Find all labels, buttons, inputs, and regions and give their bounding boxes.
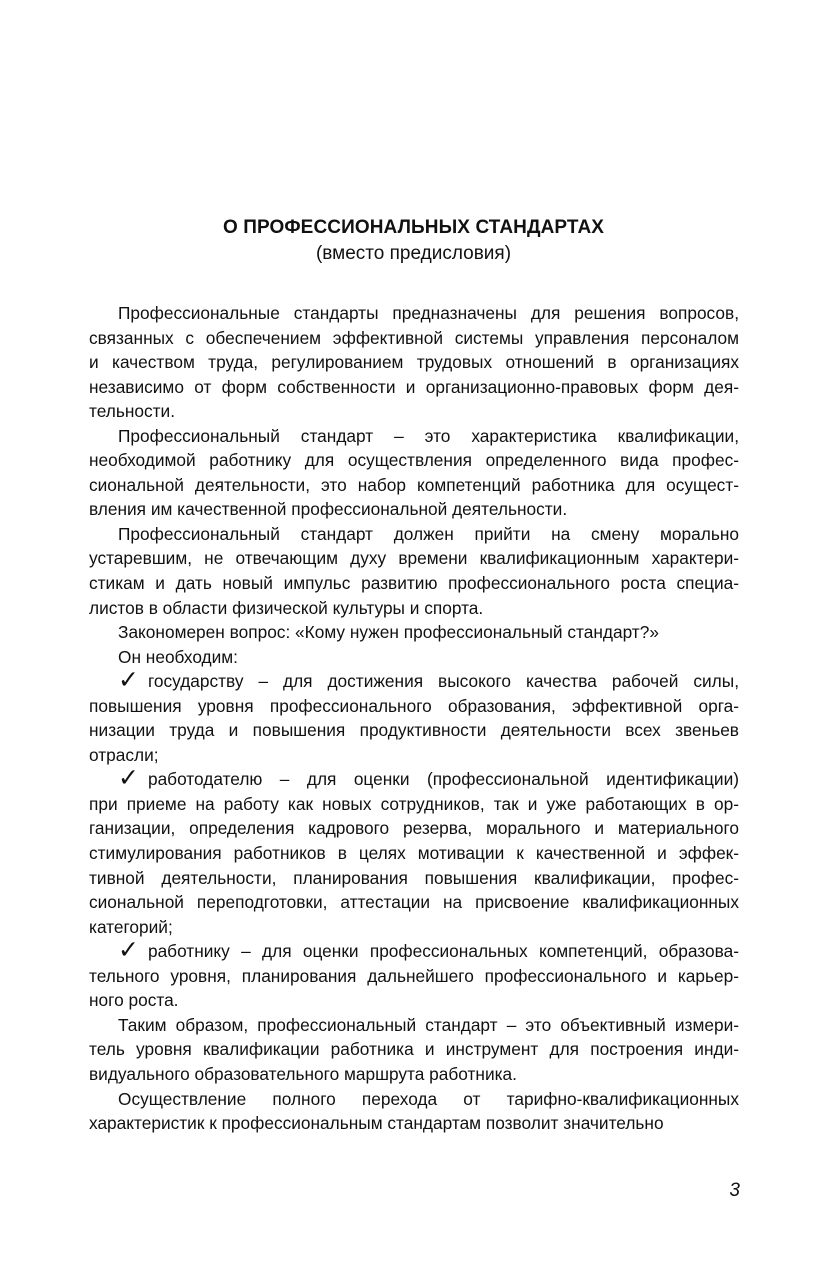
- text-line: видуального образовательного маршрута работника.: [89, 1063, 517, 1084]
- text-line: ганизации, определения кадрового резерва, морального и материального: [89, 818, 739, 839]
- text-line: тель уровня квалификации работника и инструмент для построения инди-: [89, 1039, 739, 1060]
- check-mark-icon: ✓: [118, 763, 139, 793]
- text-line: стикам и дать новый импульс развитию профессионального роста специа-: [89, 573, 739, 594]
- text-line: тельности.: [89, 401, 176, 422]
- checklist-item: [89, 665, 739, 767]
- text-line-content: государству – для достижения высокого качества рабочей силы,: [147, 671, 739, 692]
- paragraph: [89, 424, 739, 522]
- checklist-item: [89, 935, 739, 1013]
- text-line: характеристик к профессиональным стандартам позволит значительно: [89, 1113, 664, 1134]
- text-line: независимо от форм собственности и организационно-правовых форм дея-: [89, 376, 739, 397]
- paragraph: [89, 301, 739, 424]
- text-line: категорий;: [89, 916, 173, 937]
- paragraph: [89, 1087, 739, 1136]
- text-line: повышения уровня профессионального образования, эффективной орга-: [89, 695, 739, 716]
- text-line: связанных с обеспечением эффективной системы управления персоналом: [89, 327, 739, 348]
- text-line: при приеме на работу как новых сотрудников, так и уже работающих в ор-: [89, 793, 739, 814]
- text-line: устаревшим, не отвечающим духу времени квалификационным характери-: [89, 548, 739, 569]
- text-line: Осуществление полного перехода от тарифно-квалификационных: [118, 1088, 739, 1109]
- text-line: [89, 935, 739, 965]
- chapter-title: О ПРОФЕССИОНАЛЬНЫХ СТАНДАРТАХ: [222, 217, 605, 238]
- text-line: Он необходим:: [118, 646, 238, 667]
- text-line: Профессиональный стандарт должен прийти на смену морально: [118, 523, 739, 544]
- checklist-item: [89, 763, 739, 939]
- text-line: отрасли;: [89, 744, 159, 765]
- paragraph: [89, 645, 739, 670]
- paragraph: [89, 620, 739, 645]
- check-mark-icon: ✓: [118, 665, 139, 695]
- text-line: стимулирования работников в целях мотивации к качественной и эффек-: [89, 843, 739, 864]
- text-line: листов в области физической культуры и спорта.: [89, 597, 484, 618]
- text-line: вления им качественной профессиональной деятельности.: [89, 499, 568, 520]
- check-mark-icon: ✓: [118, 935, 139, 965]
- text-line: [89, 763, 739, 793]
- paragraph: [89, 1013, 739, 1087]
- text-line-content: работнику – для оценки профессиональных компетенций, образова-: [147, 941, 739, 962]
- text-line: ного роста.: [89, 990, 179, 1011]
- text-line-content: работодателю – для оценки (профессиональной идентификации): [147, 769, 739, 790]
- text-line: сиональной переподготовки, аттестации на присвоение квалификационных: [89, 892, 739, 913]
- text-line: Таким образом, профессиональный стандарт – это объективный измери-: [118, 1014, 739, 1035]
- paragraph: [89, 522, 739, 620]
- text-line: необходимой работнику для осуществления определенного вида профес-: [89, 450, 739, 471]
- text-line: и качеством труда, регулированием трудовых отношений в организациях: [89, 352, 739, 373]
- text-line: Закономерен вопрос: «Кому нужен профессиональный стандарт?»: [118, 622, 659, 643]
- text-line: сиональной деятельности, это набор компетенций работника для осущест-: [89, 474, 739, 495]
- text-line: Профессиональный стандарт – это характеристика квалификации,: [118, 425, 739, 446]
- chapter-subtitle: (вместо предисловия): [315, 243, 512, 264]
- text-line: Профессиональные стандарты предназначены для решения вопросов,: [118, 303, 739, 323]
- body-text: [89, 301, 739, 1136]
- page-number: 3: [729, 1180, 740, 1201]
- text-line: низации труда и повышения продуктивности деятельности всех звеньев: [89, 720, 739, 741]
- text-line: тивной деятельности, планирования повышения квалификации, профес-: [89, 867, 739, 888]
- text-line: [89, 665, 739, 695]
- text-line: тельного уровня, планирования дальнейшего профессионального и карьер-: [89, 965, 739, 986]
